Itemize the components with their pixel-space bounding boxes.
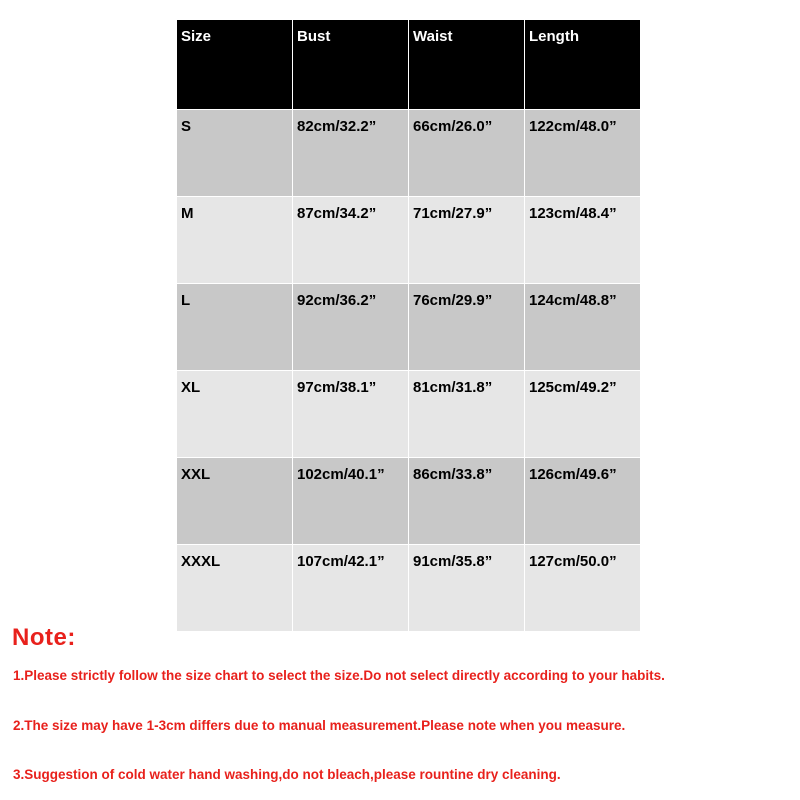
- cell-waist: 86cm/33.8”: [409, 458, 525, 545]
- table-row: [177, 197, 641, 284]
- header-length: Length: [525, 20, 641, 110]
- header-waist: Waist: [409, 20, 525, 110]
- table-row: [177, 545, 641, 632]
- cell-bust: 87cm/34.2”: [293, 197, 409, 284]
- cell-waist: 76cm/29.9”: [409, 284, 525, 371]
- table-row: [177, 371, 641, 458]
- size-chart-table: [176, 19, 641, 632]
- table-header-row: [177, 20, 641, 110]
- cell-length: 125cm/49.2”: [525, 371, 641, 458]
- cell-waist: 66cm/26.0”: [409, 110, 525, 197]
- cell-length: 126cm/49.6”: [525, 458, 641, 545]
- cell-length: 127cm/50.0”: [525, 545, 641, 632]
- note-line-2: 2.The size may have 1-3cm differs due to manual measurement.Please note when you measure.: [13, 718, 626, 733]
- cell-bust: 82cm/32.2”: [293, 110, 409, 197]
- cell-length: 122cm/48.0”: [525, 110, 641, 197]
- cell-waist: 91cm/35.8”: [409, 545, 525, 632]
- cell-size: M: [177, 197, 293, 284]
- note-line-3: 3.Suggestion of cold water hand washing,do not bleach,please rountine dry cleaning.: [13, 767, 561, 782]
- cell-size: XXL: [177, 458, 293, 545]
- table-row: [177, 284, 641, 371]
- cell-size: S: [177, 110, 293, 197]
- cell-length: 124cm/48.8”: [525, 284, 641, 371]
- cell-waist: 81cm/31.8”: [409, 371, 525, 458]
- cell-size: XL: [177, 371, 293, 458]
- cell-bust: 97cm/38.1”: [293, 371, 409, 458]
- note-line-1: 1.Please strictly follow the size chart to select the size.Do not select directly according to your habits.: [13, 668, 665, 683]
- cell-length: 123cm/48.4”: [525, 197, 641, 284]
- cell-size: XXXL: [177, 545, 293, 632]
- cell-bust: 107cm/42.1”: [293, 545, 409, 632]
- note-title: Note:: [12, 624, 76, 651]
- cell-waist: 71cm/27.9”: [409, 197, 525, 284]
- header-bust: Bust: [293, 20, 409, 110]
- cell-size: L: [177, 284, 293, 371]
- table-row: [177, 458, 641, 545]
- header-size: Size: [177, 20, 293, 110]
- cell-bust: 102cm/40.1”: [293, 458, 409, 545]
- cell-bust: 92cm/36.2”: [293, 284, 409, 371]
- table-row: [177, 110, 641, 197]
